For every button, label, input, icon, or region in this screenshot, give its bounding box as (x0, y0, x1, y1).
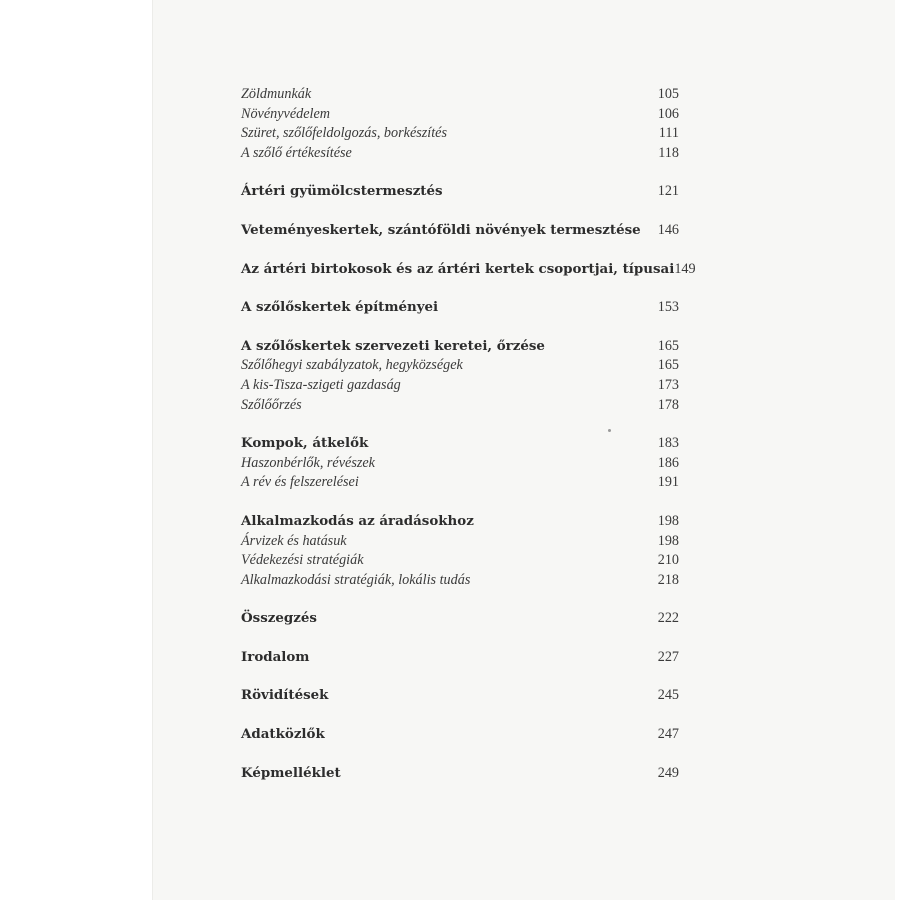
toc-chapter-title: Összegzés (241, 610, 317, 627)
toc-entry (241, 571, 679, 591)
toc-chapter-page: 245 (657, 687, 679, 704)
toc-chapter (241, 298, 679, 318)
toc-entry-page: 118 (658, 144, 679, 161)
toc-chapter (241, 260, 696, 280)
toc-chapter-page: 222 (657, 610, 679, 627)
toc-entry-title: A rév és felszerelései (241, 474, 359, 491)
toc-entry-title: Árvizek és hatásuk (241, 532, 347, 549)
toc-chapter (241, 648, 679, 668)
toc-chapter-page: 146 (657, 221, 679, 238)
toc-entry-title: A szőlő értékesítése (241, 144, 352, 161)
toc-entry (241, 551, 679, 571)
toc-chapter-title: Kompok, átkelők (241, 435, 369, 452)
toc-entry (241, 376, 679, 396)
table-of-contents (241, 85, 696, 783)
toc-entry-title: Szüret, szőlőfeldolgozás, borkészítés (241, 125, 447, 142)
toc-chapter (241, 764, 679, 784)
toc-chapter (241, 434, 679, 454)
toc-entry-page: 106 (657, 105, 679, 122)
toc-chapter-title: Az ártéri birtokosok és az ártéri kertek csoportjai, típusai (241, 260, 675, 277)
toc-entry-page: 210 (657, 552, 679, 569)
toc-entry-page: 105 (657, 86, 679, 102)
toc-entry-title: Növényvédelem (241, 105, 331, 122)
toc-entry-title: Haszonbérlők, révészek (241, 454, 375, 471)
toc-entry (241, 532, 679, 552)
toc-entry-page: 173 (657, 376, 679, 393)
toc-chapter-title: Alkalmazkodás az áradásokhoz (241, 512, 474, 529)
toc-entry-page: 165 (657, 357, 679, 374)
toc-entry (241, 85, 679, 105)
toc-chapter (241, 609, 679, 629)
toc-chapter-title: Rövidítések (241, 687, 329, 704)
toc-entry-title: Zöldmunkák (241, 86, 312, 102)
toc-chapter-title: Adatközlők (241, 726, 325, 743)
toc-entry (241, 454, 679, 474)
toc-chapter-page: 249 (657, 764, 679, 781)
toc-chapter (241, 337, 679, 357)
toc-chapter-page: 153 (657, 299, 679, 316)
toc-entry (241, 144, 679, 164)
toc-entry-title: Védekezési stratégiák (241, 552, 364, 569)
toc-entry-page: 178 (657, 396, 679, 413)
toc-chapter (241, 725, 679, 745)
toc-chapter (241, 512, 679, 532)
toc-chapter-page: 198 (657, 512, 679, 529)
toc-chapter (241, 686, 679, 706)
toc-chapter (241, 221, 679, 241)
toc-chapter-title: Ártéri gyümölcstermesztés (241, 183, 443, 200)
toc-entry (241, 473, 679, 493)
toc-chapter-title: A szőlőskertek építményei (241, 299, 439, 316)
toc-chapter (241, 182, 679, 202)
toc-entry-page: 186 (657, 454, 679, 471)
toc-entry-page: 198 (657, 532, 679, 549)
toc-chapter-title: Irodalom (241, 648, 310, 665)
toc-entry-page: 218 (657, 571, 679, 588)
toc-chapter-title: Képmelléklet (241, 764, 341, 781)
toc-entry-title: Szőlőhegyi szabályzatok, hegyközségek (241, 357, 463, 374)
toc-chapter-page: 183 (657, 435, 679, 452)
toc-entry-page: 111 (658, 125, 679, 142)
toc-chapter-page: 121 (657, 183, 679, 200)
toc-entry (241, 105, 679, 125)
toc-entry (241, 356, 679, 376)
toc-entry-title: Szőlőőrzés (241, 396, 302, 413)
toc-entry-page: 191 (657, 474, 679, 491)
toc-entry (241, 396, 679, 416)
toc-entry-title: Alkalmazkodási stratégiák, lokális tudás (241, 571, 471, 588)
toc-chapter-title: Veteményeskertek, szántóföldi növények termesztése (241, 221, 641, 238)
toc-chapter-title: A szőlőskertek szervezeti keretei, őrzése (241, 337, 545, 354)
toc-entry (241, 124, 679, 144)
toc-chapter-page: 247 (657, 726, 679, 743)
toc-chapter-page: 227 (657, 648, 679, 665)
toc-entry-title: A kis-Tisza-szigeti gazdaság (241, 376, 401, 393)
toc-chapter-page: 165 (657, 337, 679, 354)
toc-chapter-page: 149 (674, 260, 696, 277)
